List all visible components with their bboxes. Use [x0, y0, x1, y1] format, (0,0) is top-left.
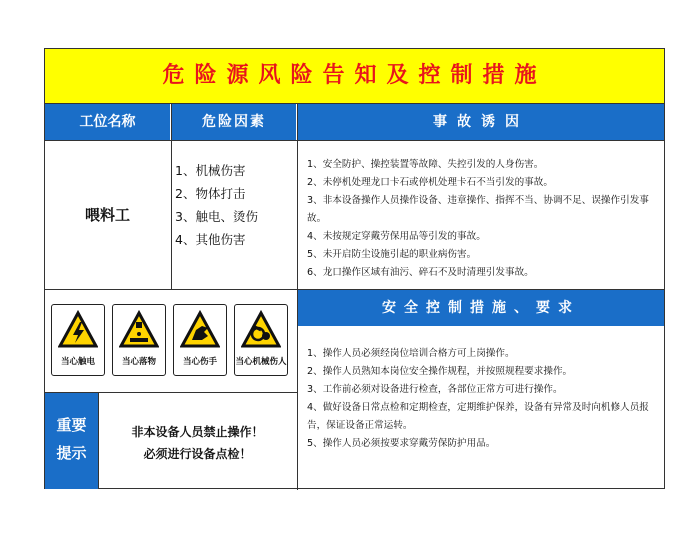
hazard-item: 1、机械伤害: [175, 163, 246, 178]
cause-item: 6、龙口操作区域有油污、碎石不及时清理引发事故。: [307, 267, 534, 278]
sign-label: 当心落物: [121, 357, 156, 367]
station-name: 喂料工: [84, 206, 130, 224]
sign-electric-shock: [51, 304, 105, 376]
warning-signs: [45, 290, 296, 392]
important-text: [99, 393, 296, 489]
cause-item: 5、未开启防尘设施引起的职业病伤害。: [307, 249, 477, 260]
important-label: [45, 393, 98, 489]
hazard-item: 3、触电、烫伤: [175, 209, 258, 224]
measure-item: 2、操作人员熟知本岗位安全操作规程，并按照规程要求操作。: [307, 366, 573, 377]
cause-item: 1、安全防护、操控装置等故障、失控引发的人身伤害。: [307, 159, 544, 170]
important-line: 非本设备人员禁止操作！: [131, 425, 264, 439]
important-line: 必须进行设备点检！: [143, 447, 252, 461]
sign-falling-object: [112, 304, 166, 376]
header-hazards: 危险因素: [172, 104, 296, 140]
risk-notice-board: [44, 48, 665, 489]
sign-label: 当心伤手: [182, 357, 217, 367]
hazard-list: [175, 159, 295, 251]
cause-item: 4、未按规定穿戴劳保用品等引发的事故。: [307, 231, 486, 242]
hazard-item: 4、其他伤害: [175, 232, 246, 247]
measure-item: 4、做好设备日常点检和定期检查，定期维护保养，设备有异常及时向机修人员报告，保证设备正常运转。: [307, 402, 649, 431]
divider: [171, 104, 172, 290]
header-controls: 安全控制措施、要求: [298, 290, 664, 326]
measure-list: [303, 345, 663, 453]
cause-item: 2、未停机处理龙口卡石或停机处理卡石不当引发的事故。: [307, 177, 553, 188]
header-station: 工位名称: [45, 104, 170, 140]
measure-item: 3、工作前必须对设备进行检查，各部位正常方可进行操作。: [307, 384, 563, 395]
cause-item: 3、非本设备操作人员操作设备、违章操作、指挥不当、协调不足、误操作引发事故。: [307, 195, 649, 224]
hazard-item: 2、物体打击: [175, 186, 246, 201]
sign-label: 当心触电: [60, 357, 95, 367]
cause-list: [303, 156, 663, 282]
measure-item: 1、操作人员必须经岗位培训合格方可上岗操作。: [307, 348, 515, 359]
electric-shock-icon: [58, 310, 98, 350]
falling-object-icon: [119, 310, 159, 350]
measure-item: 5、操作人员必须按要求穿戴劳保防护用品。: [307, 438, 496, 449]
board-title: 危险源风险告知及控制措施: [45, 49, 664, 104]
sign-machinery-injury: [234, 304, 288, 376]
hand-injury-icon: [180, 310, 220, 350]
machinery-injury-icon: [241, 310, 281, 350]
sign-label: 当心机械伤人: [235, 357, 287, 367]
sign-hand-injury: [173, 304, 227, 376]
important-label-line: 提示: [56, 444, 87, 462]
header-causes: 事故诱因: [298, 104, 664, 140]
important-label-line: 重要: [56, 416, 87, 434]
